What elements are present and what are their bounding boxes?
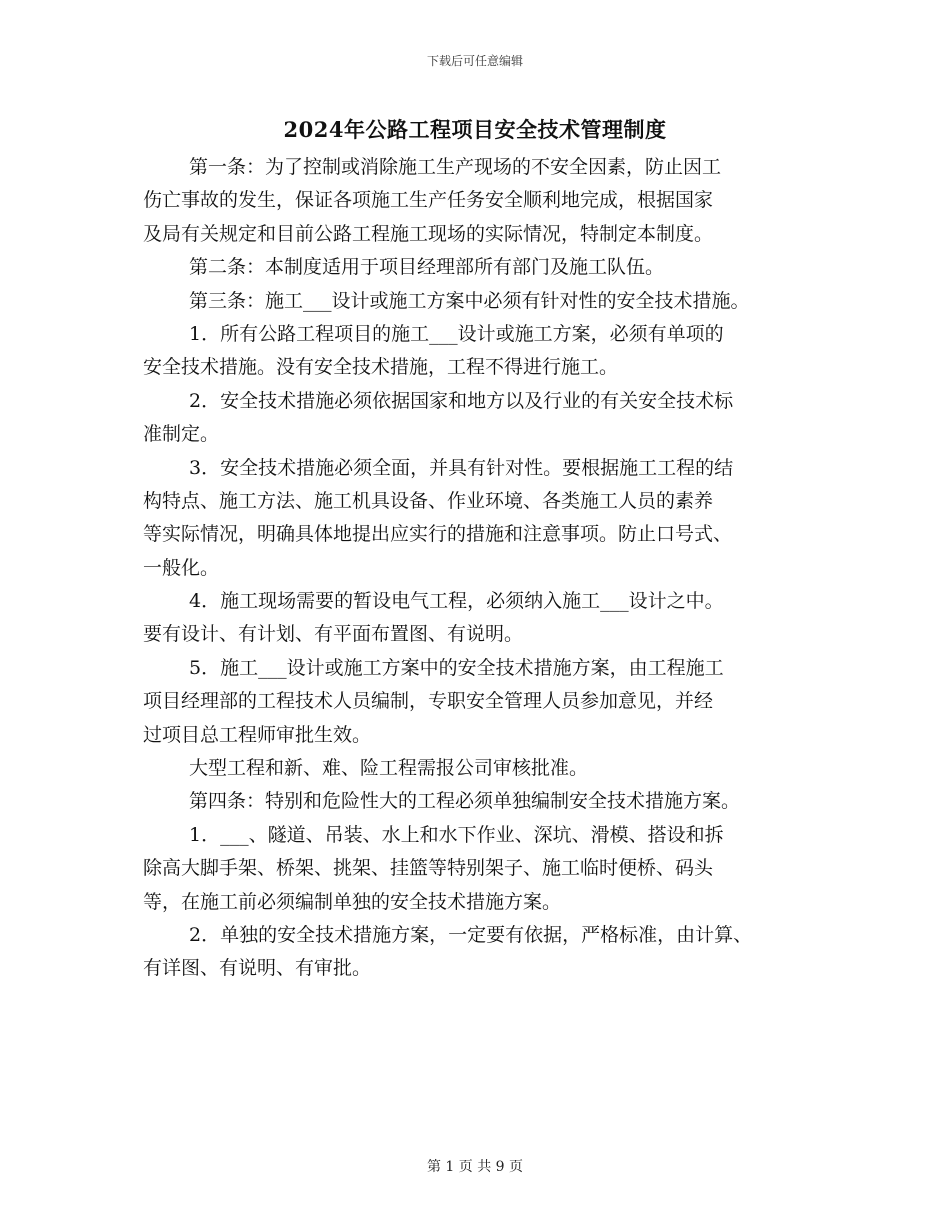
body-line: 2．单独的安全技术措施方案，一定要有依据，严格标准，由计算、 [189, 923, 753, 946]
body-line: 有详图、有说明、有审批。 [143, 957, 372, 980]
body-line: 5．施工___设计或施工方案中的安全技术措施方案，由工程施工 [189, 656, 724, 679]
body-line: 第二条：本制度适用于项目经理部所有部门及施工队伍。 [189, 256, 665, 279]
body-line: 1．所有公路工程项目的施工___设计或施工方案，必须有单项的 [189, 322, 724, 345]
body-line: 4．施工现场需要的暂设电气工程，必须纳入施工___设计之中。 [189, 590, 724, 613]
body-line: 第三条：施工___设计或施工方案中必须有针对性的安全技术措施。 [189, 289, 750, 312]
body-line: 准制定。 [143, 423, 220, 446]
body-line: 除高大脚手架、桥架、挑架、挂篮等特别架子、施工临时便桥、码头 [143, 857, 714, 880]
body-line: 等，在施工前必须编制单独的安全技术措施方案。 [143, 890, 562, 913]
header-note: 下载后可任意编辑 [426, 54, 523, 68]
body-line: 第一条：为了控制或消除施工生产现场的不安全因素，防止因工 [189, 156, 722, 178]
body-line: 要有设计、有计划、有平面布置图、有说明。 [143, 623, 524, 646]
page-footer: 第 1 页 共 9 页 [426, 1159, 524, 1175]
body-line: 构特点、施工方法、施工机具设备、作业环境、各类施工人员的素养 [143, 489, 714, 512]
document-body [143, 151, 823, 986]
body-line: 安全技术措施。没有安全技术措施，工程不得进行施工。 [143, 356, 619, 379]
body-line: 1．___、隧道、吊装、水上和水下作业、深坑、滑模、搭设和拆 [189, 823, 724, 846]
body-line: 2．安全技术措施必须依据国家和地方以及行业的有关安全技术标 [189, 389, 734, 412]
body-line: 大型工程和新、难、险工程需报公司审核批准。 [189, 757, 589, 780]
body-line: 第四条：特别和危险性大的工程必须单独编制安全技术措施方案。 [189, 790, 741, 813]
document-title: 2024年公路工程项目安全技术管理制度 [283, 117, 667, 142]
body-line: 过项目总工程师审批生效。 [143, 723, 372, 746]
body-line: 项目经理部的工程技术人员编制，专职安全管理人员参加意见，并经 [143, 690, 714, 713]
body-line: 伤亡事故的发生，保证各项施工生产任务安全顺利地完成，根据国家 [143, 189, 714, 212]
body-line: 3．安全技术措施必须全面，并具有针对性。要根据施工工程的结 [189, 456, 734, 479]
body-line: 及局有关规定和目前公路工程施工现场的实际情况，特制定本制度。 [143, 222, 714, 245]
body-line: 等实际情况，明确具体地提出应实行的措施和注意事项。防止口号式、 [143, 523, 733, 546]
body-line: 一般化。 [143, 556, 220, 579]
